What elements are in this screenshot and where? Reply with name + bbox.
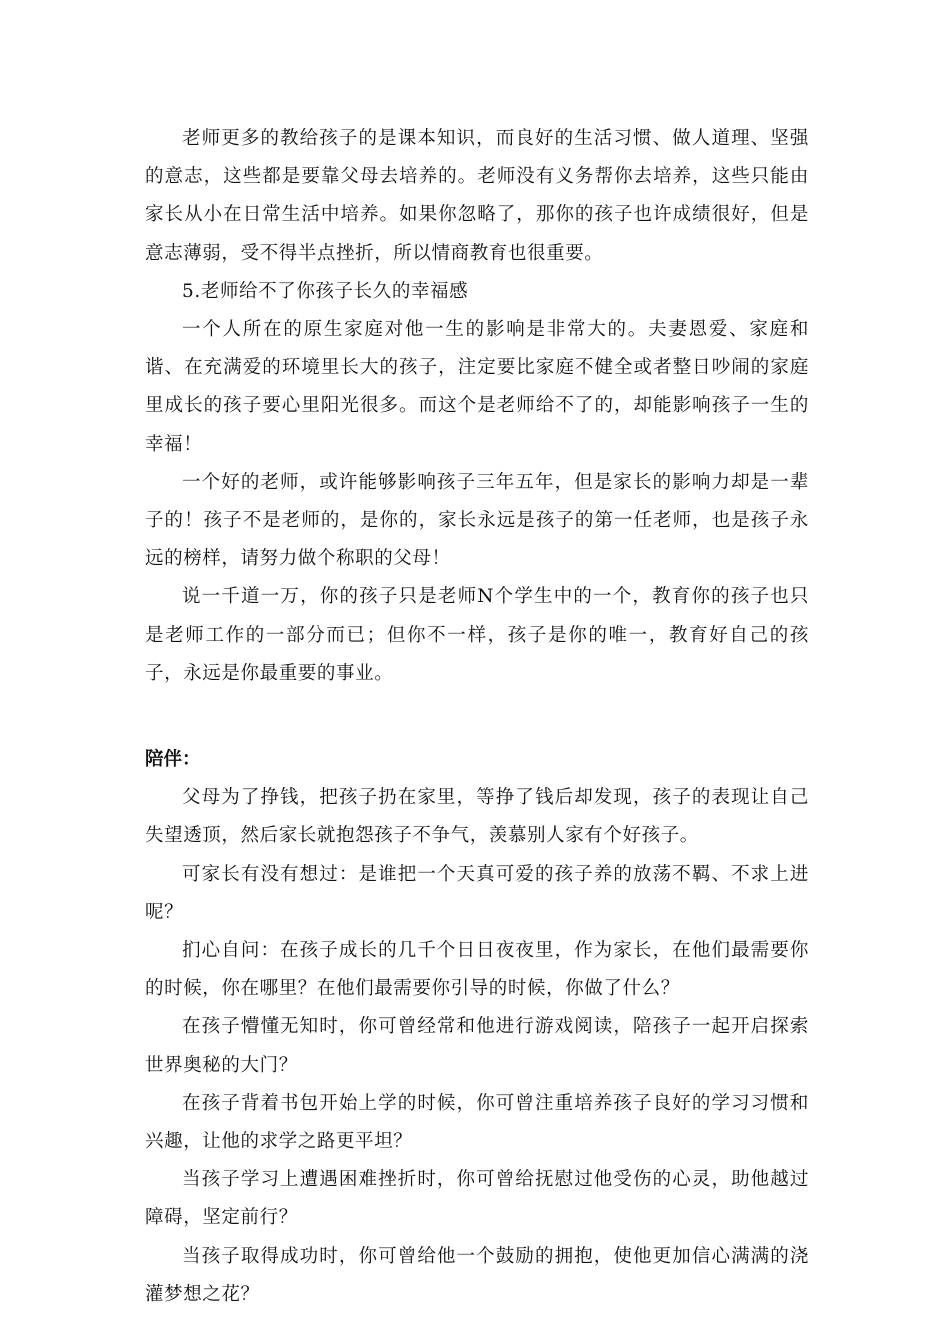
document-page — [145, 120, 809, 1314]
paragraph-self-reflection: 扪心自问：在孩子成长的几千个日日夜夜里，作为家长，在他们最需要你的时候，你在哪里？在他们最需要你引导的时候，你做了什么？ — [145, 940, 809, 1000]
paragraph-question-who: 可家长有没有想过：是谁把一个天真可爱的孩子养的放荡不羁、不求上进呢？ — [145, 863, 809, 923]
subheading-happiness: 5.老师给不了你孩子长久的幸福感 — [182, 280, 469, 302]
paragraph-habits: 老师更多的教给孩子的是课本知识，而良好的生活习惯、做人道理、坚强的意志，这些都是要靠父母去培养的。老师没有义务帮你去培养，这些只能由家长从小在日常生活中培养。如果你忽略了，那你的孩子也许成绩很好，但是意志薄弱，受不得半点挫折，所以情商教育也很重要。 — [145, 128, 809, 264]
paragraph-family: 一个人所在的原生家庭对他一生的影响是非常大的。夫妻恩爱、家庭和谐、在充满爱的环境里长大的孩子，注定要比家庭不健全或者整日吵闹的家庭里成长的孩子要心里阳光很多。而这个是老师给不了的，却能影响孩子一生的幸福！ — [145, 319, 809, 455]
paragraph-earning-money: 父母为了挣钱，把孩子扔在家里，等挣了钱后却发现，孩子的表现让自己失望透顶，然后家长就抱怨孩子不争气，羡慕别人家有个好孩子。 — [145, 787, 809, 847]
paragraph-school-habits: 在孩子背着书包开始上学的时候，你可曾注重培养孩子良好的学习习惯和兴趣，让他的求学之路更平坦？ — [145, 1092, 809, 1153]
paragraph-conclusion: 说一千道一万，你的孩子只是老师N个学生中的一个，教育你的孩子也只是老师工作的一部分而已；但你不一样，孩子是你的唯一，教育好自己的孩子，永远是你最重要的事业。 — [145, 586, 809, 684]
paragraph-good-teacher: 一个好的老师，或许能够影响孩子三年五年，但是家长的影响力却是一辈子的！孩子不是老师的，是你的，家长永远是孩子的第一任老师，也是孩子永远的榜样，请努力做个称职的父母！ — [145, 471, 809, 570]
paragraph-reading-games: 在孩子懵懂无知时，你可曾经常和他进行游戏阅读，陪孩子一起开启探索世界奥秘的大门？ — [145, 1016, 809, 1076]
section-heading-companionship: 陪伴： — [145, 749, 201, 771]
paragraph-difficulties: 当孩子学习上遭遇困难挫折时，你可曾给抚慰过他受伤的心灵，助他越过障碍，坚定前行？ — [145, 1169, 809, 1229]
paragraph-success: 当孩子取得成功时，你可曾给他一个鼓励的拥抱，使他更加信心满满的浇灌梦想之花？ — [145, 1245, 809, 1305]
section-gap — [145, 693, 809, 741]
